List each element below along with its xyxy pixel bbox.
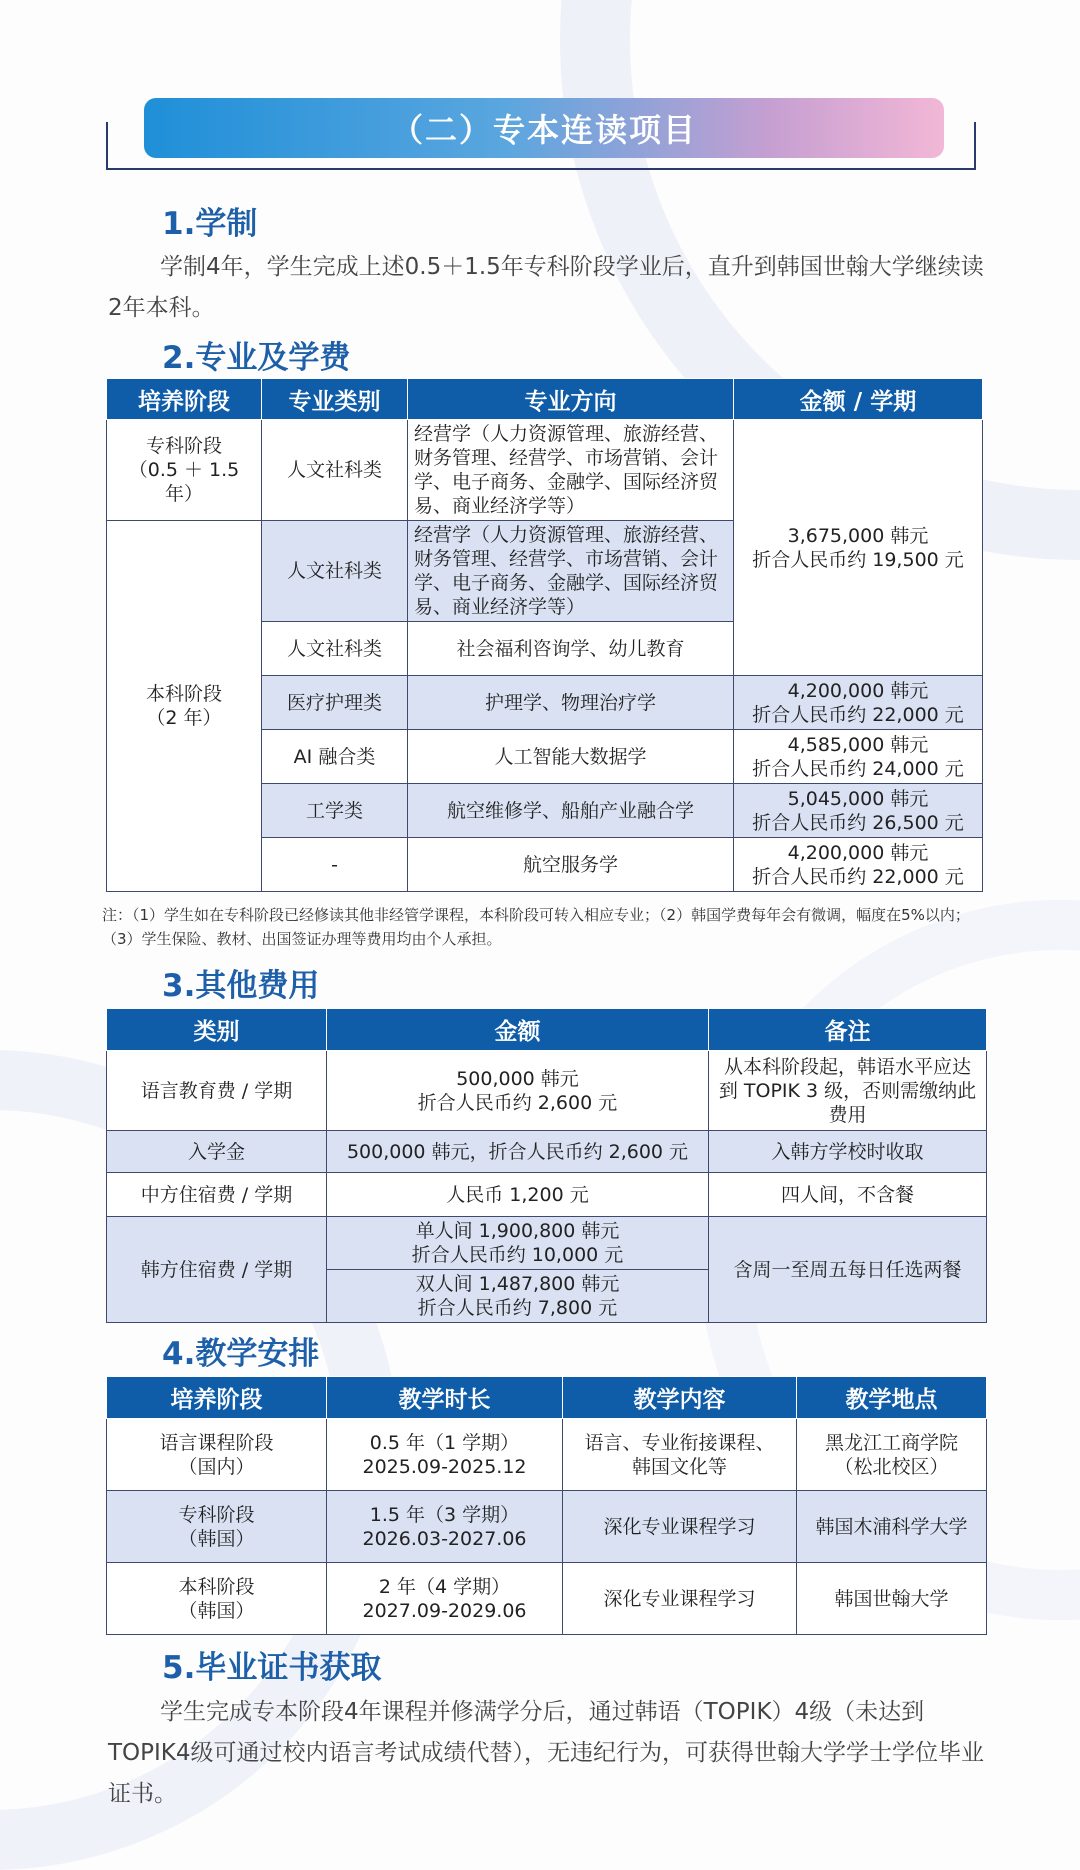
amount-cell: 500,000 韩元，折合人民币约 2,600 元 (327, 1131, 709, 1173)
table-row (107, 1173, 987, 1217)
banner-title: （二）专本连读项目 (390, 111, 697, 149)
fee-cell: 3,675,000 韩元 折合人民币约 19,500 元 (734, 420, 983, 676)
direction-cell: 航空维修学、船舶产业融合学 (408, 784, 734, 838)
remark-cell: 入韩方学校时收取 (709, 1131, 987, 1173)
category-cell: 人文社科类 (262, 622, 408, 676)
stage-cell: 专科阶段 （韩国） (107, 1491, 327, 1563)
column-header: 备注 (709, 1009, 987, 1051)
amount-cell: 单人间 1,900,800 韩元 折合人民币约 10,000 元 (327, 1217, 709, 1270)
column-header: 教学内容 (563, 1377, 797, 1419)
direction-cell: 护理学、物理治疗学 (408, 676, 734, 730)
table-row (107, 1419, 987, 1491)
fee-cell: 5,045,000 韩元 折合人民币约 26,500 元 (734, 784, 983, 838)
direction-cell: 经营学（人力资源管理、旅游经营、财务管理、经营学、市场营销、会计学、电子商务、金融学、国际经济贸易、商业经济学等） (408, 420, 734, 521)
duration-cell: 1.5 年（3 学期） 2026.03-2027.06 (327, 1491, 563, 1563)
place-cell: 韩国木浦科学大学 (797, 1491, 987, 1563)
direction-cell: 人工智能大数据学 (408, 730, 734, 784)
content-cell: 深化专业课程学习 (563, 1563, 797, 1635)
category-cell: 人文社科类 (262, 521, 408, 622)
other-fees-table (106, 1008, 987, 1323)
column-header: 专业方向 (408, 379, 734, 420)
majors-fee-table (106, 378, 983, 892)
amount-cell: 500,000 韩元 折合人民币约 2,600 元 (327, 1051, 709, 1131)
category-cell: 韩方住宿费 / 学期 (107, 1217, 327, 1323)
stage-cell: 本科阶段 （2 年） (107, 521, 262, 892)
category-cell: 人文社科类 (262, 420, 408, 521)
fee-cell: 4,585,000 韩元 折合人民币约 24,000 元 (734, 730, 983, 784)
amount-cell: 双人间 1,487,800 韩元 折合人民币约 7,800 元 (327, 1270, 709, 1323)
column-header: 类别 (107, 1009, 327, 1051)
direction-cell: 经营学（人力资源管理、旅游经营、财务管理、经营学、市场营销、会计学、电子商务、金融学、国际经济贸易、商业经济学等） (408, 521, 734, 622)
table-row (107, 420, 983, 521)
duration-cell: 0.5 年（1 学期） 2025.09-2025.12 (327, 1419, 563, 1491)
certificate-text: 学生完成专本阶段4年课程并修满学分后，通过韩语（TOPIK）4级（未达到TOPIK4级可通过校内语言考试成绩代替），无违纪行为，可获得世翰大学学士学位毕业证书。 (108, 1699, 985, 1807)
fee-note: 注：（1）学生如在专科阶段已经修读其他非经管学课程，本科阶段可转入相应专业；（2）韩国学费每年会有微调，幅度在5%以内；（3）学生保险、教材、出国签证办理等费用均由个人承担。 (102, 906, 970, 948)
place-cell: 韩国世翰大学 (797, 1563, 987, 1635)
teaching-schedule-table (106, 1376, 987, 1635)
section-heading-certificate: 5.毕业证书获取 (162, 1650, 382, 1686)
section-heading-teaching: 4.教学安排 (162, 1336, 320, 1372)
category-cell: 语言教育费 / 学期 (107, 1051, 327, 1131)
stage-cell: 语言课程阶段 （国内） (107, 1419, 327, 1491)
table-row (107, 1491, 987, 1563)
column-header: 金额 / 学期 (734, 379, 983, 420)
place-cell: 黑龙江工商学院 （松北校区） (797, 1419, 987, 1491)
remark-cell: 四人间，不含餐 (709, 1173, 987, 1217)
stage-cell: 专科阶段 （0.5 ＋ 1.5 年） (107, 420, 262, 521)
category-cell: AI 融合类 (262, 730, 408, 784)
column-header: 教学地点 (797, 1377, 987, 1419)
xuezhi-text: 学制4年，学生完成上述0.5＋1.5年专科阶段学业后，直升到韩国世翰大学继续读2年本科。 (108, 254, 984, 321)
section-heading-xuezhi: 1.学制 (162, 206, 258, 242)
column-header: 教学时长 (327, 1377, 563, 1419)
table-row (107, 1051, 987, 1131)
remark-cell: 含周一至周五每日任选两餐 (709, 1217, 987, 1323)
fee-cell: 4,200,000 韩元 折合人民币约 22,000 元 (734, 676, 983, 730)
direction-cell: 社会福利咨询学、幼儿教育 (408, 622, 734, 676)
content-cell: 语言、专业衔接课程、 韩国文化等 (563, 1419, 797, 1491)
duration-cell: 2 年（4 学期） 2027.09-2029.06 (327, 1563, 563, 1635)
content-cell: 深化专业课程学习 (563, 1491, 797, 1563)
stage-cell: 本科阶段 （韩国） (107, 1563, 327, 1635)
category-cell: 中方住宿费 / 学期 (107, 1173, 327, 1217)
column-header: 培养阶段 (107, 1377, 327, 1419)
amount-cell: 人民币 1,200 元 (327, 1173, 709, 1217)
table-row (107, 1131, 987, 1173)
category-cell: 工学类 (262, 784, 408, 838)
category-cell: 入学金 (107, 1131, 327, 1173)
banner (144, 98, 944, 158)
category-cell: 医疗护理类 (262, 676, 408, 730)
category-cell: - (262, 838, 408, 892)
column-header: 专业类别 (262, 379, 408, 420)
fee-cell: 4,200,000 韩元 折合人民币约 22,000 元 (734, 838, 983, 892)
section-heading-other-fees: 3.其他费用 (162, 968, 320, 1004)
column-header: 培养阶段 (107, 379, 262, 420)
table-row (107, 1563, 987, 1635)
column-header: 金额 (327, 1009, 709, 1051)
remark-cell: 从本科阶段起，韩语水平应达到 TOPIK 3 级，否则需缴纳此费用 (709, 1051, 987, 1131)
table-row (107, 1217, 987, 1270)
section-heading-majors: 2.专业及学费 (162, 340, 351, 376)
direction-cell: 航空服务学 (408, 838, 734, 892)
